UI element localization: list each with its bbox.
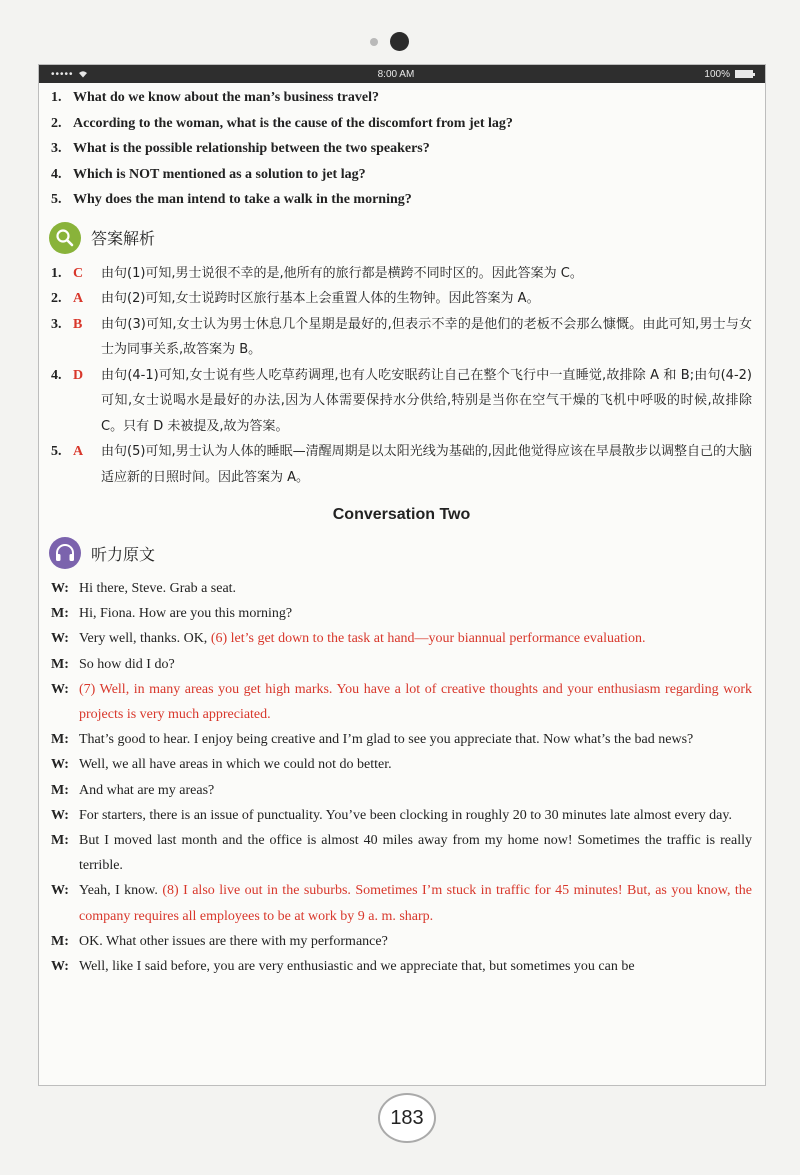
magnifier-icon [49, 222, 81, 254]
dialogue-line: M: And what are my areas? [51, 782, 215, 798]
question-item: 4. Which is NOT mentioned as a solution to jet lag? [51, 166, 366, 182]
dialogue-line: M: Hi, Fiona. How are you this morning? [51, 606, 293, 622]
status-time: 8:00 AM [377, 68, 415, 80]
dialogue-line: W: Well, we all have areas in which we could not do better. [51, 757, 392, 773]
answer-section-header [49, 219, 752, 257]
question-item: 1. What do we know about the man’s business travel? [51, 90, 379, 105]
transcript-section-header [49, 534, 752, 572]
question-list [51, 85, 752, 213]
camera-sensor-icon [370, 38, 378, 46]
answer-item: 5. A 由句(5)可知,男士认为人体的睡眠—清醒周期是以太阳光线为基础的,因此他觉得应该在早晨散步以调整自己的大脑适应新的日照时间。因此答案为 A。 [51, 444, 752, 485]
answer-list [51, 261, 752, 491]
page-content [39, 85, 765, 979]
dialogue-line: W: Well, like I said before, you are very enthusiastic and we appreciate that, but sometimes you can be [51, 959, 635, 975]
dialogue-line: W: Hi there, Steve. Grab a seat. [51, 581, 237, 596]
answer-item: 1. C 由句(1)可知,男士说很不幸的是,他所有的旅行都是横跨不同时区的。因此答案为 C。 [51, 265, 583, 281]
dialogue-transcript [51, 576, 752, 979]
dialogue-line: W: (7) Well, in many areas you get high marks. You have a lot of creative thoughts and your enthusiasm regarding work projects is very much appreciated. [51, 681, 752, 723]
page-number: 183 [378, 1093, 436, 1143]
dialogue-line: M: But I moved last month and the office is almost 40 miles away from my home now! Sometimes the traffic is really terrible. [51, 833, 752, 874]
battery-percent: 100% [704, 68, 730, 80]
status-bar [39, 65, 765, 83]
camera-lens-icon [390, 32, 409, 51]
answer-item: 4. D 由句(4-1)可知,女士说有些人吃草药调理,也有人吃安眠药让自己在整个飞行中一直睡觉,故排除 A 和 B;由句(4-2)可知,女士说喝水是最好的办法,因为人体需要保持水分供给,特别是当你在空气干燥的飞机中呼吸的时候,故排除 C。只有 D 未被提及,故为答案。 [51, 367, 752, 434]
conversation-title: Conversation Two [332, 506, 471, 523]
section-title: 听力原文 [91, 544, 156, 564]
headphones-icon [49, 537, 81, 569]
dialogue-line: W: For starters, there is an issue of punctuality. You’ve been clocking in roughly 20 to 30 minutes late almost every day. [51, 807, 732, 823]
answer-item: 3. B 由句(3)可知,女士认为男士休息几个星期是最好的,但表示不幸的是他们的老板不会那么慷慨。由此可知,男士与女士为同事关系,故答案为 B。 [51, 316, 752, 357]
answer-item: 2. A 由句(2)可知,女士说跨时区旅行基本上会重置人体的生物钟。因此答案为 A。 [51, 291, 540, 306]
section-title: 答案解析 [91, 229, 156, 248]
question-item: 3. What is the possible relationship between the two speakers? [51, 141, 430, 156]
dialogue-line: M: That’s good to hear. I enjoy being creative and I’m glad to see you appreciate that. Now what’s the bad news? [51, 732, 694, 748]
dialogue-line: M: OK. What other issues are there with my performance? [51, 933, 388, 949]
battery-icon [735, 70, 753, 78]
signal-icon: ••••• [51, 68, 74, 80]
wifi-icon [78, 70, 88, 78]
dialogue-line: W: Yeah, I know. (8) I also live out in the suburbs. Sometimes I’m stuck in traffic for 45 minutes! But, as you know, the company requires all employees to be at work by 9 a. m. sharp. [51, 883, 753, 924]
dialogue-line: W: Very well, thanks. OK, (6) let’s get down to the task at hand—your biannual performance evaluation. [51, 631, 646, 647]
tablet-screen [38, 64, 766, 1086]
dialogue-line: M: So how did I do? [51, 656, 175, 672]
question-item: 5. Why does the man intend to take a walk in the morning? [51, 192, 412, 207]
question-item: 2. According to the woman, what is the cause of the discomfort from jet lag? [51, 115, 513, 131]
